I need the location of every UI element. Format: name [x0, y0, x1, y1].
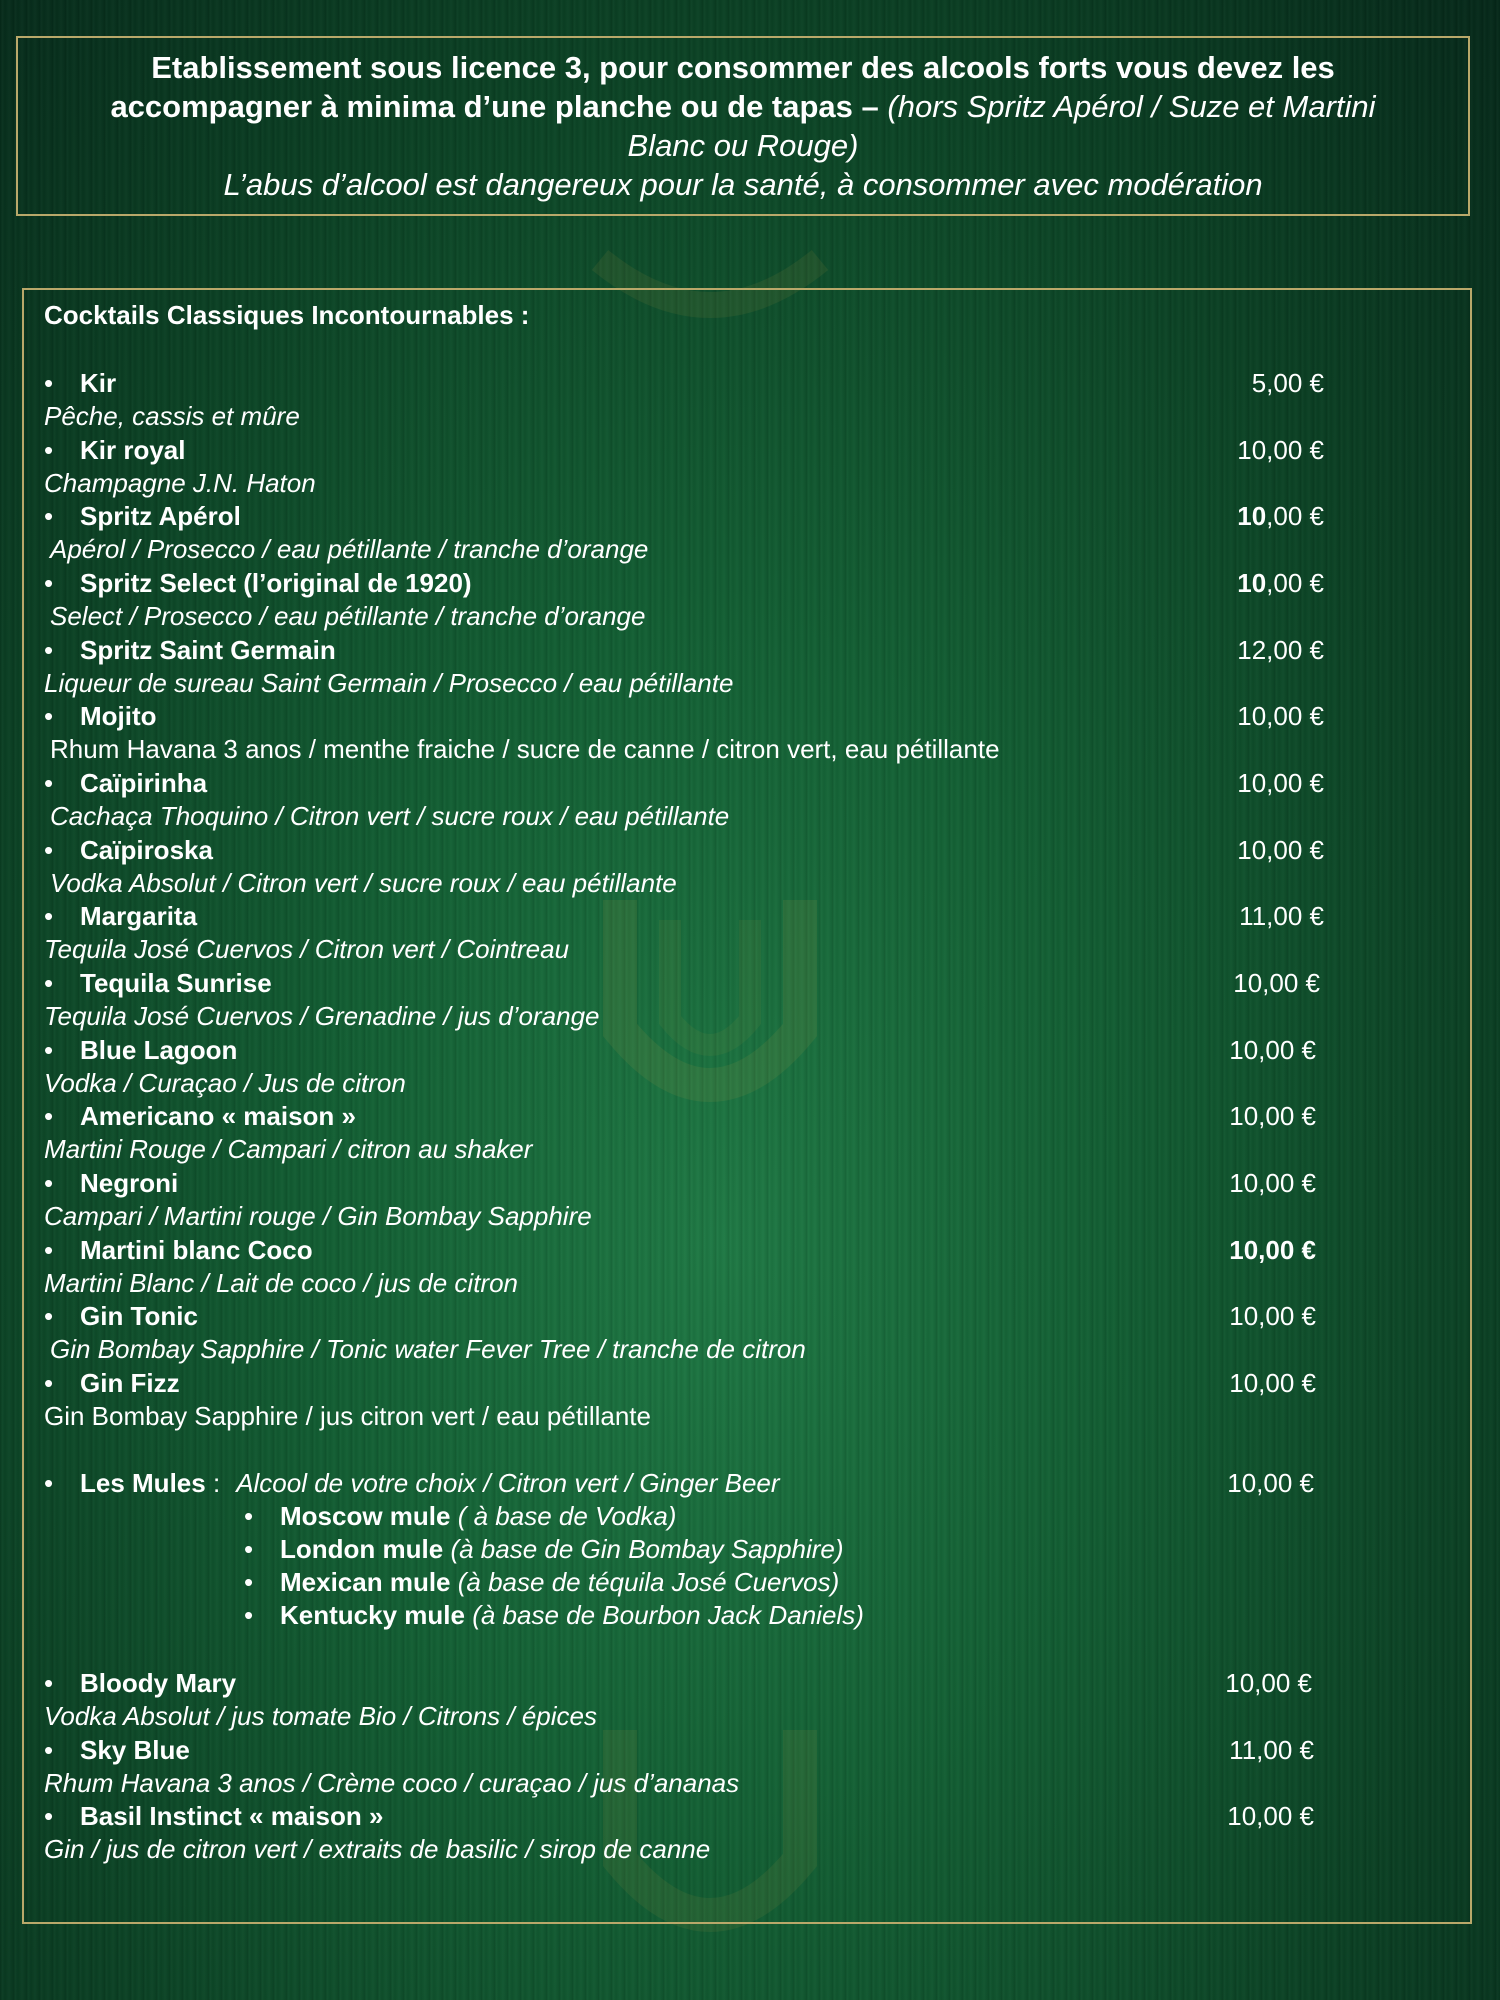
menu-item [44, 835, 1324, 867]
menu-item [44, 1368, 1316, 1400]
bullet: • [44, 1235, 54, 1265]
notice-line-1: Etablissement sous licence 3, pour consommer des alcools forts vous devez les [151, 50, 1335, 85]
item-price: 10,00 € [1227, 1468, 1314, 1498]
menu-item-mules [44, 1468, 1314, 1500]
item-name: Kir royal [80, 435, 186, 465]
item-price: 10,00 € [1229, 1035, 1316, 1065]
menu-item [44, 1235, 1316, 1267]
item-price: 10,00 € [1229, 1101, 1316, 1131]
mule-variant-name: Mexican mule [280, 1567, 451, 1597]
item-name: Martini blanc Coco [80, 1235, 313, 1265]
item-description: Tequila José Cuervos / Grenadine / jus d’orange [44, 1001, 600, 1031]
notice-line-2-bold: accompagner à minima d’une planche ou de tapas – [110, 89, 879, 124]
item-name: Mojito [80, 701, 157, 731]
item-name: Basil Instinct « maison » [80, 1801, 384, 1831]
item-name: Americano « maison » [80, 1101, 356, 1131]
item-description: Gin Bombay Sapphire / jus citron vert / eau pétillante [44, 1401, 651, 1431]
item-description: Campari / Martini rouge / Gin Bombay Sapphire [44, 1201, 592, 1231]
item-description: Martini Blanc / Lait de coco / jus de citron [44, 1268, 519, 1298]
bullet: • [44, 501, 54, 531]
menu-item [44, 1301, 1316, 1333]
bullet: • [44, 1801, 54, 1831]
bullet: • [44, 901, 54, 931]
bullet: • [44, 435, 54, 465]
item-description: Vodka / Curaçao / Jus de citron [44, 1068, 406, 1098]
bullet: • [44, 368, 54, 398]
item-price: 10,00 € [1229, 1301, 1316, 1331]
menu-item [44, 701, 1324, 733]
bullet: • [244, 1534, 254, 1564]
bullet: • [44, 1101, 54, 1131]
item-price: 10,00 € [1229, 1168, 1316, 1198]
menu-item [44, 635, 1324, 667]
item-price [1237, 501, 1324, 532]
item-price: 11,00 € [1239, 901, 1324, 931]
menu-item [44, 1101, 1316, 1133]
mule-variant-name: Kentucky mule [280, 1600, 465, 1630]
item-name: Kir [80, 368, 117, 398]
cocktail-menu [22, 288, 1472, 1924]
item-description: Gin Bombay Sapphire / Tonic water Fever Tree / tranche de citron [50, 1334, 806, 1364]
item-name: Caïpiroska [80, 835, 213, 865]
menu-item [44, 501, 1324, 533]
item-name: Caïpirinha [80, 768, 208, 798]
price-bold-part: 10 [1237, 501, 1267, 531]
price-rest: ,00 € [1266, 568, 1324, 598]
mules-name: Les Mules [80, 1468, 206, 1498]
mules-intro: Alcool de votre choix / Citron vert / Ginger Beer [236, 1468, 780, 1498]
bullet: • [44, 835, 54, 865]
item-name: Negroni [80, 1168, 179, 1198]
item-name: Spritz Saint Germain [80, 635, 336, 665]
item-description: Select / Prosecco / eau pétillante / tranche d’orange [50, 601, 646, 631]
menu-item [44, 768, 1324, 800]
item-name: Blue Lagoon [80, 1035, 238, 1065]
bullet: • [44, 1668, 54, 1698]
bullet: • [44, 1468, 54, 1498]
item-description: Martini Rouge / Campari / citron au shaker [44, 1134, 533, 1164]
licence-notice [16, 36, 1470, 216]
item-description: Cachaça Thoquino / Citron vert / sucre roux / eau pétillante [50, 801, 730, 831]
section-title: Cocktails Classiques Incontournables : [44, 300, 530, 330]
item-description: Pêche, cassis et mûre [44, 401, 300, 431]
menu-item [44, 1168, 1316, 1200]
bullet: • [44, 1035, 54, 1065]
item-price: 10,00 € [1237, 768, 1324, 798]
item-name: Bloody Mary [80, 1668, 237, 1698]
item-price: 10,00 € [1233, 968, 1320, 998]
menu-item [44, 968, 1320, 1000]
notice-line-3: Blanc ou Rouge) [627, 128, 859, 163]
mule-variant-note: ( à base de Vodka) [457, 1501, 677, 1531]
item-price: 10,00 € [1229, 1235, 1316, 1265]
item-price: 10,00 € [1229, 1368, 1316, 1398]
menu-item [44, 1735, 1314, 1767]
item-price: 10,00 € [1237, 701, 1324, 731]
mule-variant-note: (à base de Gin Bombay Sapphire) [450, 1534, 844, 1564]
item-price: 12,00 € [1237, 635, 1324, 665]
notice-line-4: L’abus d’alcool est dangereux pour la santé, à consommer avec modération [223, 167, 1263, 202]
menu-item [44, 435, 1324, 467]
menu-item [44, 568, 1324, 600]
item-name: Gin Tonic [80, 1301, 198, 1331]
menu-item [44, 901, 1324, 933]
item-description: Rhum Havana 3 anos / menthe fraiche / sucre de canne / citron vert, eau pétillante [50, 734, 1000, 764]
item-name [80, 1468, 780, 1499]
notice-line-2-italic: (hors Spritz Apérol / Suze et Martini [887, 89, 1376, 124]
item-price: 10,00 € [1237, 435, 1324, 465]
price-bold-part: 10 [1237, 568, 1267, 598]
item-name: Gin Fizz [80, 1368, 180, 1398]
item-name: Spritz Apérol [80, 501, 241, 531]
item-name: Margarita [80, 901, 198, 931]
bullet: • [44, 701, 54, 731]
item-name: Spritz Select (l’original de 1920) [80, 568, 472, 598]
bullet: • [244, 1600, 254, 1630]
item-description: Gin / jus de citron vert / extraits de basilic / sirop de canne [44, 1834, 711, 1864]
item-description: Liqueur de sureau Saint Germain / Prosecco / eau pétillante [44, 668, 734, 698]
item-price: 10,00 € [1225, 1668, 1312, 1698]
mules-colon: : [212, 1468, 221, 1498]
item-price: 11,00 € [1229, 1735, 1314, 1765]
bullet: • [44, 635, 54, 665]
item-description: Apérol / Prosecco / eau pétillante / tranche d’orange [50, 534, 649, 564]
bullet: • [44, 1735, 54, 1765]
item-price: 10,00 € [1227, 1801, 1314, 1831]
item-price [1237, 568, 1324, 599]
bullet: • [244, 1567, 254, 1597]
menu-item [44, 368, 1324, 400]
bullet: • [44, 1301, 54, 1331]
bullet: • [44, 568, 54, 598]
item-description: Tequila José Cuervos / Citron vert / Cointreau [44, 934, 570, 964]
item-description: Rhum Havana 3 anos / Crème coco / curaçao / jus d’ananas [44, 1768, 740, 1798]
menu-item [44, 1668, 1312, 1700]
item-description: Vodka Absolut / Citron vert / sucre roux / eau pétillante [50, 868, 677, 898]
item-description: Vodka Absolut / jus tomate Bio / Citrons / épices [44, 1701, 598, 1731]
item-name: Tequila Sunrise [80, 968, 272, 998]
bullet: • [44, 1368, 54, 1398]
menu-item [44, 1035, 1316, 1067]
bullet: • [44, 968, 54, 998]
price-rest: ,00 € [1266, 501, 1324, 531]
item-description: Champagne J.N. Haton [44, 468, 316, 498]
bullet: • [44, 1168, 54, 1198]
item-price: 5,00 € [1251, 368, 1324, 398]
item-name: Sky Blue [80, 1735, 190, 1765]
mule-variant-note: (à base de Bourbon Jack Daniels) [472, 1600, 864, 1630]
bullet: • [44, 768, 54, 798]
bullet: • [244, 1501, 254, 1531]
mule-variant-name: Moscow mule [280, 1501, 451, 1531]
menu-item [44, 1801, 1314, 1833]
item-price: 10,00 € [1237, 835, 1324, 865]
mule-variant-name: London mule [280, 1534, 444, 1564]
mule-variant-note: (à base de téquila José Cuervos) [457, 1567, 840, 1597]
